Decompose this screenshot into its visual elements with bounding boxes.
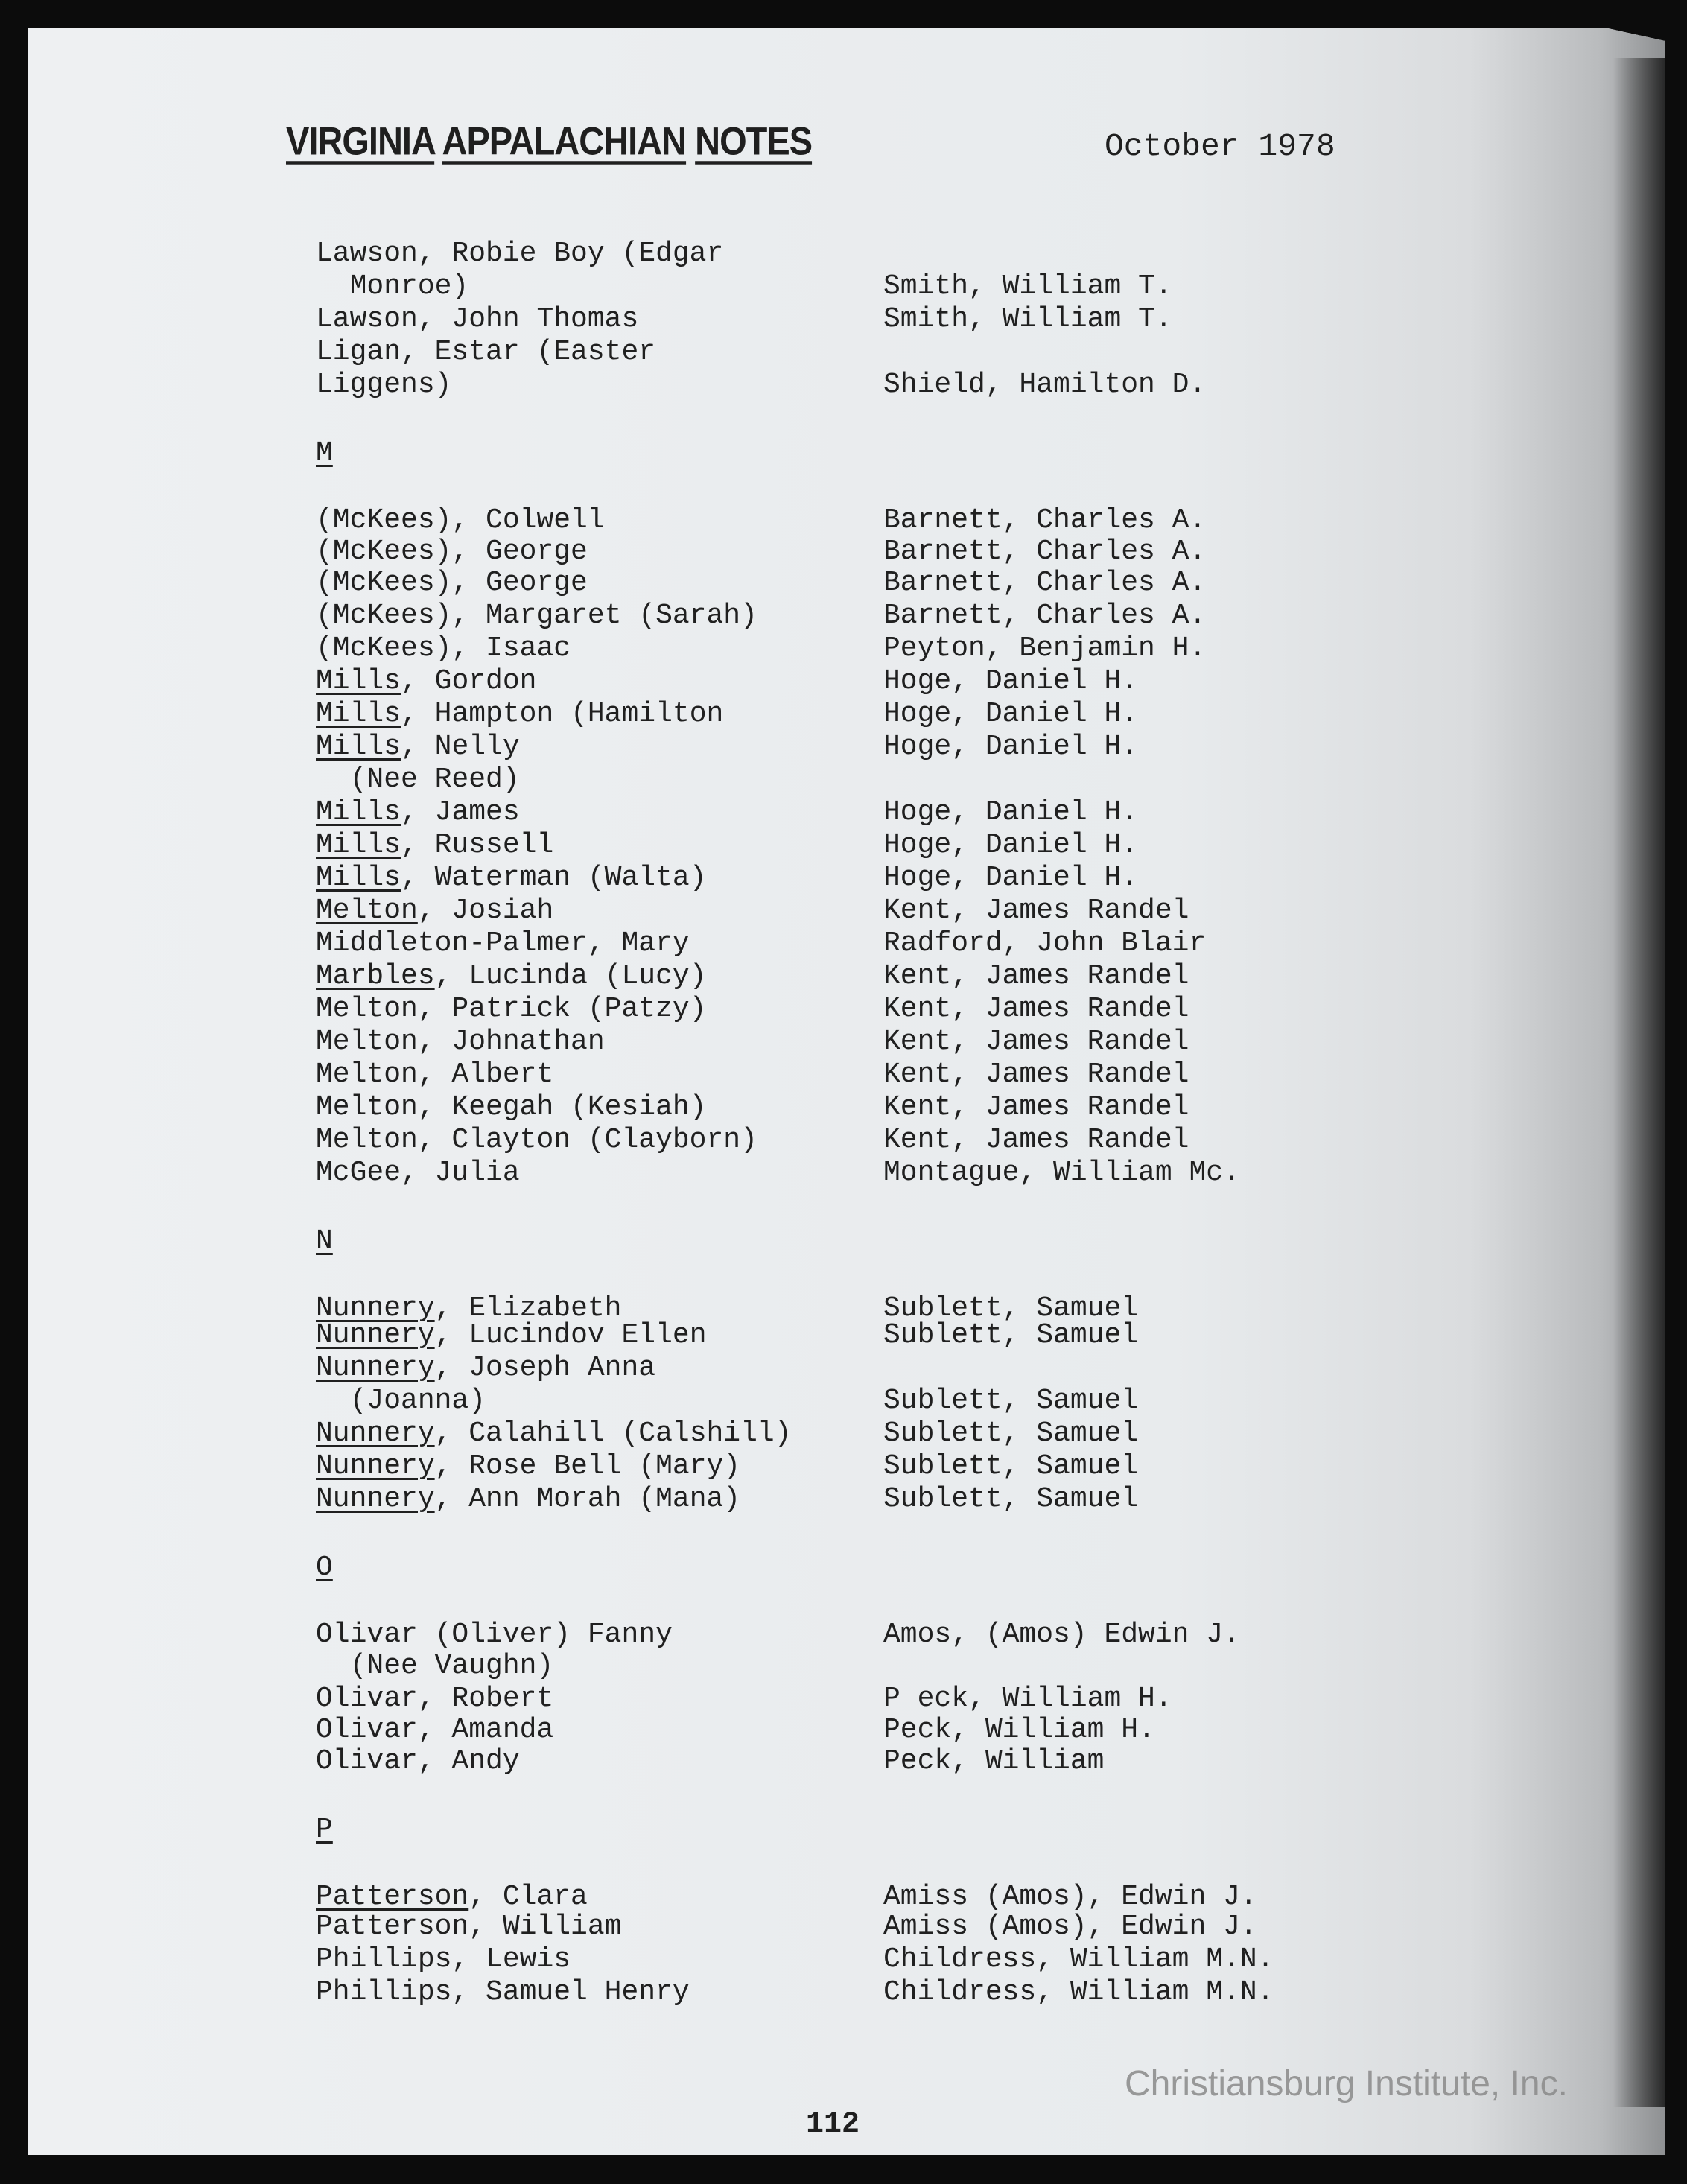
publication-title bbox=[286, 118, 812, 164]
entry-given-name: , Gordon bbox=[401, 665, 537, 697]
entry-name: Melton, Keegah (Kesiah) bbox=[316, 1091, 707, 1123]
entry-given-name: , Calahill (Calshill) bbox=[434, 1418, 792, 1450]
entry-owner: Shield, Hamilton D. bbox=[883, 369, 1207, 401]
entry-name: Patterson, William bbox=[316, 1911, 622, 1943]
entry-name bbox=[316, 1450, 741, 1482]
entry-owner: Hoge, Daniel H. bbox=[883, 862, 1139, 894]
entry-owner: Peck, William H. bbox=[883, 1714, 1155, 1746]
entry-surname: Mills bbox=[316, 665, 401, 697]
entry-surname: Nunnery bbox=[316, 1319, 435, 1351]
entry-name: Middleton-Palmer, Mary bbox=[316, 927, 690, 959]
entry-name: (McKees), Margaret (Sarah) bbox=[316, 600, 757, 632]
entry-name: Liggens) bbox=[316, 369, 452, 401]
entry-name: Melton, Johnathan bbox=[316, 1026, 605, 1058]
entry-given-name: , James bbox=[401, 796, 520, 828]
entry-given-name: , Nelly bbox=[401, 731, 520, 763]
entry-surname: Mills bbox=[316, 862, 401, 894]
entry-owner: Sublett, Samuel bbox=[883, 1483, 1139, 1515]
entry-surname: Mills bbox=[316, 796, 401, 828]
page-number: 112 bbox=[806, 2108, 860, 2142]
entry-name bbox=[316, 700, 723, 728]
entry-owner: Montague, William Mc. bbox=[883, 1157, 1240, 1189]
entry-surname: Mills bbox=[316, 829, 401, 861]
entry-surname: Nunnery bbox=[316, 1352, 435, 1384]
section-heading: N bbox=[316, 1225, 333, 1257]
entry-owner: Childress, William M.N. bbox=[883, 1943, 1274, 1975]
entry-owner: Sublett, Samuel bbox=[883, 1292, 1139, 1324]
entry-name: Olivar, Robert bbox=[316, 1683, 554, 1715]
entry-name: McGee, Julia bbox=[316, 1157, 520, 1189]
entry-owner: Hoge, Daniel H. bbox=[883, 731, 1139, 763]
entry-name bbox=[316, 831, 553, 860]
entry-owner: Kent, James Randel bbox=[883, 1124, 1189, 1156]
entry-surname: Melton bbox=[316, 895, 418, 927]
entry-given-name: , Josiah bbox=[417, 895, 554, 927]
entry-given-name: , Elizabeth bbox=[434, 1292, 622, 1324]
entry-name: Melton, Albert bbox=[316, 1058, 554, 1091]
entry-name bbox=[316, 1321, 707, 1350]
entry-owner: Sublett, Samuel bbox=[883, 1385, 1139, 1417]
entry-name: (Nee Reed) bbox=[316, 764, 520, 796]
entry-owner: Peyton, Benjamin H. bbox=[883, 632, 1207, 664]
entry-owner: Kent, James Randel bbox=[883, 960, 1189, 992]
entry-given-name: , Rose Bell (Mary) bbox=[434, 1450, 741, 1482]
entry-given-name: , Russell bbox=[401, 829, 554, 861]
section-heading: O bbox=[316, 1552, 333, 1584]
entry-owner: Smith, William T. bbox=[883, 303, 1172, 335]
title-word: APPALACHIAN bbox=[442, 118, 687, 163]
entry-name bbox=[316, 1883, 588, 1911]
entry-given-name: , Hampton (Hamilton bbox=[401, 698, 724, 730]
watermark: Christiansburg Institute, Inc. bbox=[1125, 2064, 1568, 2104]
entry-name: (McKees), Colwell bbox=[316, 504, 605, 536]
section-heading: M bbox=[316, 437, 333, 469]
entry-name: Melton, Clayton (Clayborn) bbox=[316, 1124, 757, 1156]
entry-surname: Marbles bbox=[316, 960, 435, 992]
entry-owner: P eck, William H. bbox=[883, 1683, 1172, 1715]
entry-given-name: , Waterman (Walta) bbox=[401, 862, 707, 894]
entry-name: Lawson, John Thomas bbox=[316, 303, 639, 335]
entry-name bbox=[316, 1485, 740, 1514]
entry-given-name: , Ann Morah (Mana) bbox=[434, 1483, 741, 1515]
entry-owner: Radford, John Blair bbox=[883, 927, 1207, 959]
entry-name: Melton, Patrick (Patzy) bbox=[316, 993, 707, 1025]
entry-owner: Smith, William T. bbox=[883, 270, 1172, 302]
entry-owner: Barnett, Charles A. bbox=[883, 536, 1207, 568]
entry-surname: Nunnery bbox=[316, 1292, 435, 1324]
title-word: NOTES bbox=[695, 118, 813, 163]
entry-name bbox=[316, 1354, 655, 1383]
entry-given-name: , Joseph Anna bbox=[434, 1352, 656, 1384]
entry-owner: Hoge, Daniel H. bbox=[883, 698, 1139, 730]
entry-owner: Kent, James Randel bbox=[883, 1091, 1189, 1123]
entry-owner: Amos, (Amos) Edwin J. bbox=[883, 1619, 1240, 1651]
entry-name: Phillips, Samuel Henry bbox=[316, 1976, 690, 2008]
entry-given-name: , Lucinda (Lucy) bbox=[434, 960, 707, 992]
entry-name bbox=[316, 796, 520, 828]
entry-name bbox=[316, 962, 707, 991]
entry-owner: Amiss (Amos), Edwin J. bbox=[883, 1881, 1257, 1913]
entry-name: Phillips, Lewis bbox=[316, 1943, 571, 1975]
entry-name bbox=[316, 1420, 792, 1448]
entry-name: (McKees), George bbox=[316, 567, 588, 599]
document-page bbox=[28, 28, 1665, 2155]
entry-surname: Mills bbox=[316, 698, 401, 730]
entry-owner: Kent, James Randel bbox=[883, 993, 1189, 1025]
entry-owner: Childress, William M.N. bbox=[883, 1976, 1274, 2008]
entry-owner: Kent, James Randel bbox=[883, 1026, 1189, 1058]
entry-surname: Patterson bbox=[316, 1881, 469, 1913]
entry-name: Olivar, Amanda bbox=[316, 1714, 554, 1746]
entry-owner: Hoge, Daniel H. bbox=[883, 829, 1139, 861]
entry-name: Olivar (Oliver) Fanny bbox=[316, 1619, 673, 1651]
entry-owner: Sublett, Samuel bbox=[883, 1418, 1139, 1450]
entry-owner: Kent, James Randel bbox=[883, 895, 1189, 927]
entry-owner: Kent, James Randel bbox=[883, 1058, 1189, 1091]
page-edge-shadow bbox=[1613, 58, 1665, 2107]
entry-name bbox=[316, 667, 536, 696]
entry-name: (Nee Vaughn) bbox=[316, 1650, 554, 1682]
entry-name bbox=[316, 864, 707, 892]
entry-owner: Barnett, Charles A. bbox=[883, 504, 1207, 536]
issue-date: October 1978 bbox=[1105, 128, 1335, 165]
entry-name: Ligan, Estar (Easter bbox=[316, 336, 656, 368]
entry-owner: Hoge, Daniel H. bbox=[883, 796, 1139, 828]
section-heading: P bbox=[316, 1814, 333, 1846]
entry-given-name: , Lucindov Ellen bbox=[434, 1319, 707, 1351]
entry-owner: Peck, William bbox=[883, 1745, 1105, 1777]
entry-name: (McKees), Isaac bbox=[316, 632, 571, 664]
entry-name bbox=[316, 897, 553, 925]
entry-name: Lawson, Robie Boy (Edgar bbox=[316, 238, 724, 270]
entry-given-name: , Clara bbox=[468, 1881, 588, 1913]
entry-owner: Barnett, Charles A. bbox=[883, 600, 1207, 632]
entry-owner: Hoge, Daniel H. bbox=[883, 665, 1139, 697]
entry-owner: Barnett, Charles A. bbox=[883, 567, 1207, 599]
entry-surname: Nunnery bbox=[316, 1418, 435, 1450]
entry-surname: Mills bbox=[316, 731, 401, 763]
entry-surname: Nunnery bbox=[316, 1450, 435, 1482]
entry-name bbox=[316, 733, 520, 761]
entry-name: Monroe) bbox=[316, 270, 469, 302]
entry-surname: Nunnery bbox=[316, 1483, 435, 1515]
entry-name: Olivar, Andy bbox=[316, 1745, 520, 1777]
entry-owner: Amiss (Amos), Edwin J. bbox=[883, 1911, 1257, 1943]
entry-name: (McKees), George bbox=[316, 536, 588, 568]
entry-owner: Sublett, Samuel bbox=[883, 1450, 1139, 1482]
title-word: VIRGINIA bbox=[286, 118, 435, 163]
entry-owner: Sublett, Samuel bbox=[883, 1319, 1139, 1351]
entry-name: (Joanna) bbox=[316, 1385, 486, 1417]
